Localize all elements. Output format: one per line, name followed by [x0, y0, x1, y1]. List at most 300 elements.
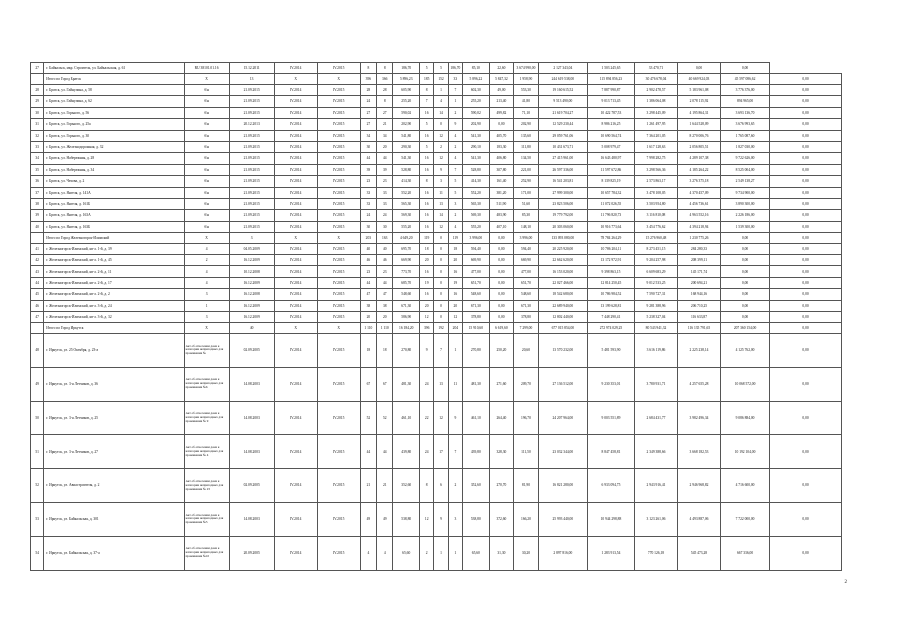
- address-cell: г. Иркутск, ул. 3-я Летчиков, д. 27: [44, 435, 184, 469]
- table-cell: 3 123 261,06: [634, 502, 677, 536]
- address-cell: г. Железногорск-Илимский, кв-л. 3-й, д. 24: [44, 300, 184, 311]
- table-cell: 0,00: [770, 130, 842, 141]
- table-row: [31, 221, 842, 232]
- table-cell: 30: [377, 221, 393, 232]
- table-cell: 7 887 990,87: [587, 84, 634, 95]
- table-cell: 264,40: [489, 401, 514, 435]
- table-cell: 3 116 810,08: [634, 210, 677, 221]
- table-cell: 135,60: [514, 130, 539, 141]
- table-cell: 565,30: [393, 198, 420, 209]
- table-cell: IV.2015: [317, 107, 360, 118]
- table-cell: 499,82: [489, 107, 514, 118]
- table-cell: 1 110: [360, 323, 376, 334]
- table-cell: IV.2015: [317, 84, 360, 95]
- table-cell: 20: [420, 300, 434, 311]
- table-row: [31, 469, 842, 503]
- address-cell: г. Братск, ул. Янгеля, д. 163Б: [44, 221, 184, 232]
- table-cell: 148,10: [514, 221, 539, 232]
- table-cell: 9 086 884,00: [720, 401, 769, 435]
- table-cell: 16: [420, 210, 434, 221]
- table-cell: 569,30: [463, 210, 490, 221]
- table-cell: IV.2014: [274, 469, 317, 503]
- table-cell: 47: [360, 289, 376, 300]
- table-cell: 1: [434, 536, 448, 570]
- table-cell: 1 539 300,00: [720, 221, 769, 232]
- address-cell: г. Железногорск-Илимский, кв-л. 1-й, д. 39: [44, 243, 184, 254]
- table-cell: 11 597 672,86: [587, 164, 634, 175]
- table-cell: 1: [448, 536, 462, 570]
- table-cell: 111,50: [514, 435, 539, 469]
- table-cell: 3 693 136,70: [720, 107, 769, 118]
- table-cell: 21.09.2015: [229, 176, 274, 187]
- page-number: 2: [844, 580, 847, 585]
- table-cell: 7 364 201,05: [634, 130, 677, 141]
- table-cell: 20: [420, 255, 434, 266]
- table-cell: 0,00: [720, 312, 769, 323]
- table-cell: 0,00: [720, 266, 769, 277]
- table-cell: 24: [420, 435, 434, 469]
- table-cell: 26 597 336,00: [538, 164, 587, 175]
- table-cell: 7: [448, 435, 462, 469]
- table-cell: 12: [434, 130, 448, 141]
- table-cell: IV.2014: [274, 289, 317, 300]
- table-cell: 6: [434, 469, 448, 503]
- table-cell: 695,70: [393, 243, 420, 254]
- row-number-cell: 42: [31, 255, 44, 266]
- table-cell: 894 965,00: [720, 96, 769, 107]
- table-body: [31, 63, 842, 571]
- table-cell: IV.2014: [274, 333, 317, 367]
- address-cell: г. Братск, ул. Янгеля, д. 161Б: [44, 198, 184, 209]
- table-row: [31, 187, 842, 198]
- table-cell: IV.2015: [317, 502, 360, 536]
- table-cell: 30,20: [514, 536, 539, 570]
- table-cell: 40 669 924,03: [677, 74, 720, 85]
- table-cell: 3 676 993,65: [720, 119, 769, 130]
- table-cell: 8: [377, 96, 393, 107]
- table-cell: 541,30: [393, 153, 420, 164]
- table-cell: 477,00: [514, 266, 539, 277]
- table-cell: 20: [377, 141, 393, 152]
- table-cell: 49: [360, 502, 376, 536]
- table-cell: 8: [420, 176, 434, 187]
- table-cell: X: [317, 74, 360, 85]
- table-cell: 255,20: [463, 96, 490, 107]
- row-number-cell: 50: [31, 401, 44, 435]
- table-cell: 16: [420, 198, 434, 209]
- table-cell: 10 192 104,00: [720, 435, 769, 469]
- table-cell: 0,00: [720, 300, 769, 311]
- table-cell: 1 110: [377, 323, 393, 334]
- address-cell: г. Братск, ул. Горького, д. 25а: [44, 119, 184, 130]
- table-cell: 1: [184, 300, 229, 311]
- table-cell: 9 003 551,89: [587, 401, 634, 435]
- table-cell: 2 127 343,04: [538, 63, 587, 74]
- table-cell: 9: [448, 119, 462, 130]
- table-cell: 38: [360, 300, 376, 311]
- table-cell: 44: [360, 277, 376, 288]
- table-cell: 29 059 761,06: [538, 130, 587, 141]
- table-cell: 9 013 713,45: [587, 96, 634, 107]
- table-cell: 1 283 913,54: [587, 536, 634, 570]
- table-cell: 2 573 863,17: [634, 176, 677, 187]
- table-cell: 483,90: [489, 210, 514, 221]
- table-cell: IV.2014: [274, 107, 317, 118]
- address-cell: г. Братск, ул. Горького, д. 30: [44, 130, 184, 141]
- table-cell: IV.2015: [317, 63, 360, 74]
- table-cell: 1: [434, 84, 448, 95]
- table-cell: IV.2015: [317, 401, 360, 435]
- table-cell: IV.2014: [274, 243, 317, 254]
- table-cell: Акт об отнесении дома к категории непригодных для проживания №6: [184, 367, 229, 401]
- table-cell: 0,00: [770, 502, 842, 536]
- table-cell: 9 513 490,00: [538, 96, 587, 107]
- row-number-cell: [31, 74, 44, 85]
- table-cell: 2 225 238,14: [677, 333, 720, 367]
- row-number-cell: 54: [31, 536, 44, 570]
- row-number-cell: 28: [31, 84, 44, 95]
- table-cell: 2 943 916,41: [634, 469, 677, 503]
- table-cell: 8: [420, 469, 434, 503]
- table-cell: 0,00: [770, 469, 842, 503]
- table-cell: IV.2015: [317, 141, 360, 152]
- table-cell: IV.2015: [317, 435, 360, 469]
- table-cell: IV.2014: [274, 130, 317, 141]
- table-cell: 27 415 961,00: [538, 153, 587, 164]
- table-cell: 2 056 805,51: [677, 141, 720, 152]
- table-cell: 548,60: [514, 289, 539, 300]
- table-cell: IV.2014: [274, 277, 317, 288]
- table-cell: 307,80: [489, 164, 514, 175]
- table-cell: 605,90: [393, 84, 420, 95]
- table-cell: 16: [448, 266, 462, 277]
- table-cell: IV.2015: [317, 243, 360, 254]
- table-cell: 538,80: [393, 502, 420, 536]
- table-cell: 2 349 388,66: [634, 435, 677, 469]
- table-cell: 39: [360, 164, 376, 175]
- table-cell: 538,80: [463, 502, 490, 536]
- table-cell: 21: [377, 119, 393, 130]
- table-cell: 0,00: [770, 367, 842, 401]
- table-cell: 85,30: [514, 210, 539, 221]
- table-cell: 3 668 182,53: [677, 435, 720, 469]
- table-cell: 669,90: [514, 255, 539, 266]
- table-cell: 528,80: [393, 164, 420, 175]
- table-cell: 0,00: [770, 74, 842, 85]
- table-cell: 183,30: [489, 141, 514, 152]
- table-cell: 4 456 736,61: [677, 198, 720, 209]
- row-number-cell: 35: [31, 164, 44, 175]
- table-cell: 22 689 940,00: [538, 300, 587, 311]
- table-cell: 3 454 776,62: [634, 221, 677, 232]
- table-cell: 0,00: [489, 289, 514, 300]
- table-cell: 204: [448, 323, 462, 334]
- table-cell: 4: [434, 96, 448, 107]
- table-cell: 4 394 218,94: [677, 221, 720, 232]
- table-cell: 565,30: [463, 198, 490, 209]
- table-cell: 0,00: [770, 266, 842, 277]
- table-cell: 19 160 615,52: [538, 84, 587, 95]
- table-cell: 5: [434, 63, 448, 74]
- table-cell: 16 153 020,00: [538, 266, 587, 277]
- table-cell: 20: [360, 312, 376, 323]
- table-cell: 14.08.2003: [229, 435, 274, 469]
- table-cell: 10 422 787,53: [587, 107, 634, 118]
- table-cell: 21.09.2015: [229, 96, 274, 107]
- table-cell: Акт об отнесении дома к категории непригодных для проживания №5: [184, 502, 229, 536]
- table-cell: 52: [360, 401, 376, 435]
- table-cell: 541,80: [393, 130, 420, 141]
- table-cell: 25 993 440,00: [538, 502, 587, 536]
- table-cell: 8: [377, 63, 393, 74]
- row-number-cell: 31: [31, 119, 44, 130]
- table-cell: 290,10: [463, 141, 490, 152]
- table-row: [31, 107, 842, 118]
- table-cell: 1 230 775,26: [677, 233, 720, 244]
- table-cell: 5: [420, 141, 434, 152]
- table-cell: б/н: [184, 96, 229, 107]
- table-cell: 166,20: [514, 502, 539, 536]
- table-cell: Акт об отнесении дома к категории непригодных для проживания №: [184, 333, 229, 367]
- table-cell: IV.2014: [274, 312, 317, 323]
- table-cell: 12 814 250,45: [587, 277, 634, 288]
- table-cell: 145 171,74: [677, 266, 720, 277]
- table-cell: 0,00: [770, 198, 842, 209]
- table-cell: 773,70: [393, 266, 420, 277]
- table-row: [31, 401, 842, 435]
- table-cell: 18: [420, 243, 434, 254]
- table-cell: 0,00: [770, 323, 842, 334]
- table-cell: 14: [434, 210, 448, 221]
- row-number-cell: 53: [31, 502, 44, 536]
- table-cell: 5 481 593,90: [587, 333, 634, 367]
- table-cell: 5 183 961,08: [677, 84, 720, 95]
- address-cell: г. Иркутск, ул. Байкальская, д. 37-а: [44, 536, 184, 570]
- table-row: [31, 176, 842, 187]
- table-cell: 0,00: [489, 312, 514, 323]
- table-cell: 9 734 900,00: [720, 187, 769, 198]
- table-cell: 8 273 451,15: [634, 243, 677, 254]
- table-cell: 21.09.2015: [229, 141, 274, 152]
- table-cell: X: [317, 233, 360, 244]
- table-cell: 4 963 552,16: [677, 210, 720, 221]
- table-cell: 0,00: [770, 187, 842, 198]
- table-cell: 30: [360, 141, 376, 152]
- table-cell: 0,00: [770, 255, 842, 266]
- table-cell: 21.09.2015: [229, 198, 274, 209]
- table-cell: IV.2015: [317, 277, 360, 288]
- table-cell: 0,00: [720, 233, 769, 244]
- table-cell: 10 431 673,71: [538, 141, 587, 152]
- table-cell: 0,00: [720, 63, 769, 74]
- table-cell: 20 225 920,00: [538, 243, 587, 254]
- table-cell: 770 126,18: [634, 536, 677, 570]
- table-row: [31, 312, 842, 323]
- table-cell: 19: [448, 277, 462, 288]
- table-cell: 3 478 108,05: [634, 187, 677, 198]
- table-cell: 44: [377, 435, 393, 469]
- table-cell: 206 710,25: [677, 300, 720, 311]
- table-cell: 23: [360, 266, 376, 277]
- address-cell: г. Железногорск-Илимский, кв-л. 2-й, д. 17: [44, 277, 184, 288]
- table-cell: 33: [377, 187, 393, 198]
- table-cell: 4: [448, 221, 462, 232]
- table-cell: 270,80: [463, 333, 490, 367]
- table-cell: X: [317, 323, 360, 334]
- address-cell: г. Железногорск-Илимский, кв-л. 2-й, д. 11: [44, 266, 184, 277]
- row-number-cell: 47: [31, 312, 44, 323]
- table-cell: 667 336,00: [720, 536, 769, 570]
- table-cell: 21 619 704,27: [538, 107, 587, 118]
- table-cell: 45 597 086,62: [720, 74, 769, 85]
- table-cell: 0,00: [770, 221, 842, 232]
- table-row: [31, 84, 842, 95]
- table-cell: 67: [377, 367, 393, 401]
- row-number-cell: 34: [31, 153, 44, 164]
- table-cell: 0,00: [770, 300, 842, 311]
- table-cell: 23: [360, 176, 376, 187]
- table-row: [31, 119, 842, 130]
- table-cell: 41,80: [514, 96, 539, 107]
- table-cell: 0,00: [770, 96, 842, 107]
- table-cell: IV.2014: [274, 187, 317, 198]
- table-cell: 133 093 080,00: [538, 233, 587, 244]
- table-cell: б/н: [184, 130, 229, 141]
- table-cell: IV.2015: [317, 198, 360, 209]
- table-cell: 0: [434, 312, 448, 323]
- table-cell: 14: [434, 107, 448, 118]
- row-number-cell: 33: [31, 141, 44, 152]
- table-cell: 11: [434, 187, 448, 198]
- table-cell: 7: [448, 164, 462, 175]
- table-cell: IV.2015: [317, 312, 360, 323]
- table-cell: 2: [448, 469, 462, 503]
- table-cell: 5 008 979,47: [587, 141, 634, 152]
- table-cell: 51,60: [514, 198, 539, 209]
- row-number-cell: 37: [31, 187, 44, 198]
- table-cell: 7 998 282,75: [634, 153, 677, 164]
- table-cell: 65,60: [463, 536, 490, 570]
- table-cell: IV.2014: [274, 401, 317, 435]
- table-cell: 23 032 344,00: [538, 435, 587, 469]
- table-cell: 18: [377, 333, 393, 367]
- table-cell: 4: [184, 277, 229, 288]
- table-cell: 2 902 478,57: [634, 84, 677, 95]
- table-cell: 0,00: [770, 141, 842, 152]
- table-cell: 116 135 791,65: [677, 323, 720, 334]
- table-cell: 27 999 300,00: [538, 187, 587, 198]
- table-cell: 4: [377, 536, 393, 570]
- address-cell: г. Братск, ул. Гайнулина, д. 62: [44, 96, 184, 107]
- address-cell: Итого по Город Иркутск: [44, 323, 184, 334]
- table-cell: 590,02: [463, 107, 490, 118]
- table-cell: 1 765 087,60: [720, 130, 769, 141]
- table-cell: 0,00: [770, 277, 842, 288]
- table-cell: IV.2015: [317, 96, 360, 107]
- table-cell: 669,90: [393, 255, 420, 266]
- table-cell: 0,00: [770, 119, 842, 130]
- table-cell: 3: [184, 312, 229, 323]
- table-cell: 20: [448, 255, 462, 266]
- table-cell: 0: [434, 119, 448, 130]
- table-cell: 7 590 727,31: [634, 289, 677, 300]
- table-cell: 2: [448, 107, 462, 118]
- table-cell: 9 204 257,98: [634, 255, 677, 266]
- table-cell: 16: [420, 107, 434, 118]
- table-row: [31, 502, 842, 536]
- table-cell: 414,30: [393, 176, 420, 187]
- table-cell: 31,30: [489, 536, 514, 570]
- table-row: [31, 255, 842, 266]
- table-cell: 16 821 280,00: [538, 469, 587, 503]
- table-cell: 13: [434, 198, 448, 209]
- table-cell: 586,90: [393, 312, 420, 323]
- table-cell: 5: [420, 119, 434, 130]
- address-cell: г. Иркутск, ул. 3-я Летчиков, д. 25: [44, 401, 184, 435]
- table-cell: 14.08.2003: [229, 401, 274, 435]
- table-cell: 2 946 968,82: [677, 469, 720, 503]
- table-cell: IV.2015: [317, 367, 360, 401]
- table-cell: 3 298 566,36: [634, 164, 677, 175]
- table-cell: 5 847,32: [489, 74, 514, 85]
- table-cell: 7: [434, 333, 448, 367]
- table-cell: 511,90: [489, 198, 514, 209]
- table-cell: 200 694,21: [677, 277, 720, 288]
- table-cell: 7 299,00: [514, 323, 539, 334]
- table-cell: 7 448 290,41: [587, 312, 634, 323]
- table-cell: 3 780 931,71: [634, 367, 677, 401]
- table-cell: 671,30: [393, 300, 420, 311]
- table-cell: 16: [420, 164, 434, 175]
- table-cell: 270,80: [393, 333, 420, 367]
- table-cell: 16 541 203,81: [538, 176, 587, 187]
- table-cell: 3 996,00: [514, 233, 539, 244]
- table-cell: 0: [434, 233, 448, 244]
- table-cell: 21.09.2015: [229, 84, 274, 95]
- table-cell: 8 847 458,81: [587, 435, 634, 469]
- table-cell: 1 261 497,95: [634, 119, 677, 130]
- table-cell: 40: [360, 243, 376, 254]
- table-cell: X: [184, 323, 229, 334]
- table-cell: 16 643 480,97: [587, 153, 634, 164]
- table-cell: 67: [360, 367, 376, 401]
- table-cell: 23: [377, 176, 393, 187]
- table-cell: IV.2014: [274, 164, 317, 175]
- table-cell: 16: [420, 153, 434, 164]
- table-cell: 52: [377, 401, 393, 435]
- table-cell: 3 616 119,86: [634, 333, 677, 367]
- table-cell: 44: [360, 435, 376, 469]
- table-cell: 186,70: [393, 63, 420, 74]
- table-cell: 378,80: [514, 312, 539, 323]
- table-cell: 16 184,20: [393, 323, 420, 334]
- table-cell: 152: [434, 74, 448, 85]
- table-cell: 202,90: [393, 119, 420, 130]
- table-cell: 5 238 327,04: [634, 312, 677, 323]
- table-cell: 21: [360, 469, 376, 503]
- table-cell: 22 027 466,00: [538, 277, 587, 288]
- row-number-cell: 27: [31, 63, 44, 74]
- table-cell: 20.09.2005: [229, 536, 274, 570]
- table-cell: 5 896,22: [463, 74, 490, 85]
- table-cell: 10.12.2008: [229, 266, 274, 277]
- row-number-cell: 45: [31, 289, 44, 300]
- address-cell: г. Братск, ул. Янгеля, д. 163А: [44, 210, 184, 221]
- table-cell: 1 386 064,08: [634, 96, 677, 107]
- table-cell: 0,00: [770, 289, 842, 300]
- table-cell: 24 207 964,00: [538, 401, 587, 435]
- table-cell: 28: [377, 84, 393, 95]
